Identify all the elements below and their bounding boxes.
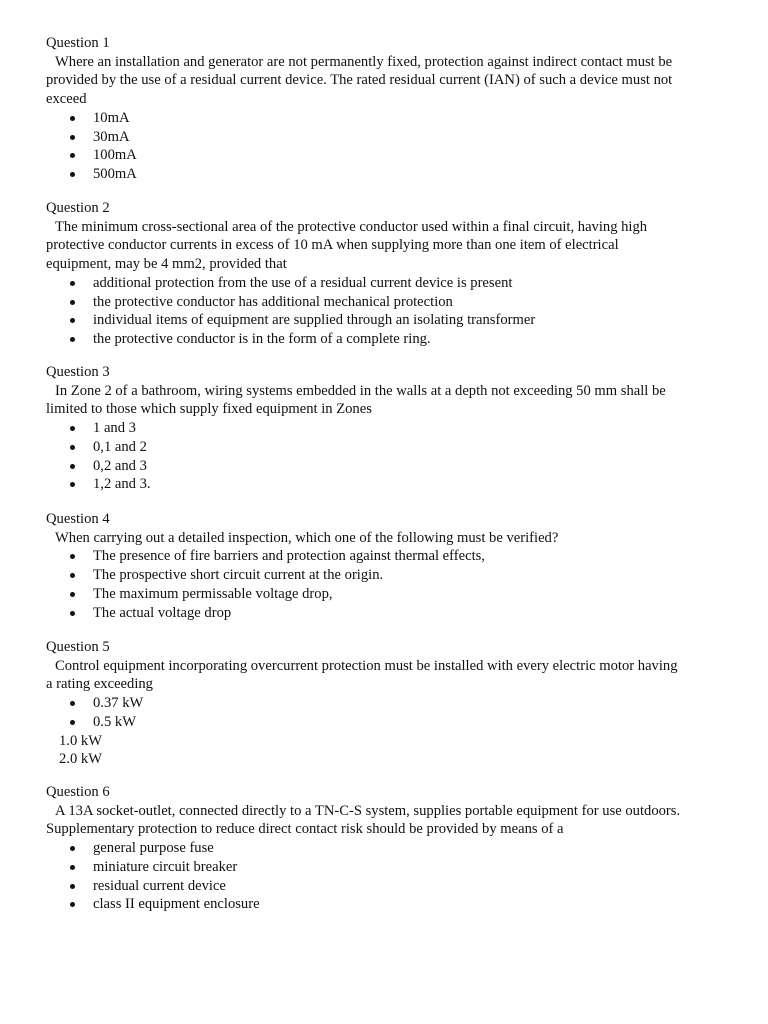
answer-option-label: additional protection from the use of a residual current device is present	[93, 274, 513, 291]
question-text: Where an installation and generator are not permanently fixed, protection against indirect contact must be	[55, 53, 673, 70]
answer-option-label: 30mA	[93, 128, 130, 145]
answer-option	[46, 877, 736, 896]
question-text: a rating exceeding	[46, 676, 153, 693]
bullet-icon	[70, 846, 75, 851]
answer-option	[46, 330, 736, 349]
answer-option	[46, 146, 736, 165]
bullet-icon	[70, 865, 75, 870]
question-title: Question 4	[46, 511, 110, 527]
question-block	[46, 638, 736, 769]
question-text: protective conductor currents in excess of 10 mA when supplying more than one item of electrical	[46, 237, 619, 254]
answer-option-label: 0.5 kW	[93, 713, 136, 730]
bullet-icon	[70, 281, 75, 286]
answer-option	[46, 566, 736, 585]
answer-option	[46, 109, 736, 128]
question-block	[46, 510, 736, 622]
answer-option	[46, 438, 736, 457]
answer-option	[46, 547, 736, 566]
question-title: Question 1	[46, 35, 110, 51]
answer-option	[46, 694, 736, 713]
question-text: A 13A socket-outlet, connected directly to a TN-C-S system, supplies portable equipment for use outdoors.	[55, 802, 681, 819]
question-text: exceed	[46, 91, 87, 108]
bullet-icon	[70, 902, 75, 907]
answer-option-label: 10mA	[93, 109, 130, 126]
question-text: provided by the use of a residual current device. The rated residual current (IAN) of such a device must not	[46, 72, 673, 89]
answer-option	[46, 419, 736, 438]
question-title: Question 5	[46, 639, 110, 655]
answer-option-label: The maximum permissable voltage drop,	[93, 585, 333, 602]
answer-option	[46, 604, 736, 623]
bullet-icon	[70, 445, 75, 450]
answer-option	[46, 895, 736, 914]
answer-option	[46, 585, 736, 604]
answer-option	[46, 475, 736, 494]
answer-option	[46, 839, 736, 858]
answer-option-label: 100mA	[93, 147, 137, 164]
answer-option-label: 1 and 3	[93, 420, 136, 437]
answer-option-plain: 2.0 kW	[59, 751, 102, 768]
question-text: When carrying out a detailed inspection, which one of the following must be verified?	[55, 529, 559, 546]
answer-option-label: 0,1 and 2	[93, 438, 147, 455]
answer-option	[46, 858, 736, 877]
bullet-icon	[70, 554, 75, 559]
question-block	[46, 363, 736, 494]
question-block	[46, 34, 736, 184]
question-title: Question 2	[46, 200, 110, 216]
answer-option-label: 500mA	[93, 165, 137, 182]
question-text: The minimum cross-sectional area of the protective conductor used within a final circuit, having high	[55, 218, 648, 235]
question-text: limited to those which supply fixed equipment in Zones	[46, 401, 372, 418]
bullet-icon	[70, 884, 75, 889]
answer-option-label: The actual voltage drop	[93, 604, 232, 621]
answer-option-label: 1,2 and 3.	[93, 476, 151, 493]
bullet-icon	[70, 153, 75, 158]
answer-option-label: the protective conductor is in the form of a complete ring.	[93, 330, 431, 347]
bullet-icon	[70, 482, 75, 487]
bullet-icon	[70, 300, 75, 305]
answer-option-label: 0.37 kW	[93, 695, 144, 712]
bullet-icon	[70, 337, 75, 342]
bullet-icon	[70, 426, 75, 431]
answer-option-plain: 1.0 kW	[59, 732, 102, 749]
question-text: Control equipment incorporating overcurrent protection must be installed with every electric motor having	[55, 657, 678, 674]
bullet-icon	[70, 172, 75, 177]
answer-option-label: residual current device	[93, 877, 226, 894]
bullet-icon	[70, 135, 75, 140]
answer-option	[46, 274, 736, 293]
question-block	[46, 783, 736, 914]
answer-option-label: the protective conductor has additional mechanical protection	[93, 293, 453, 310]
question-block	[46, 199, 736, 349]
answer-option-label: The prospective short circuit current at the origin.	[93, 567, 384, 584]
bullet-icon	[70, 116, 75, 121]
answer-option-label: general purpose fuse	[93, 840, 214, 857]
answer-option-label: individual items of equipment are supplied through an isolating transformer	[93, 312, 536, 329]
bullet-icon	[70, 464, 75, 469]
question-text: In Zone 2 of a bathroom, wiring systems embedded in the walls at a depth not exceeding 50 mm shall be	[55, 382, 666, 399]
question-text: Supplementary protection to reduce direct contact risk should be provided by means of a	[46, 821, 564, 838]
bullet-icon	[70, 720, 75, 725]
question-text: equipment, may be 4 mm2, provided that	[46, 256, 287, 273]
bullet-icon	[70, 611, 75, 616]
answer-option	[46, 293, 736, 312]
bullet-icon	[70, 573, 75, 578]
bullet-icon	[70, 592, 75, 597]
answer-option	[46, 713, 736, 732]
answer-option-label: class II equipment enclosure	[93, 896, 260, 913]
answer-option	[46, 165, 736, 184]
answer-option-label: 0,2 and 3	[93, 457, 147, 474]
bullet-icon	[70, 701, 75, 706]
question-title: Question 6	[46, 784, 110, 800]
question-title: Question 3	[46, 364, 110, 380]
answer-option-label: The presence of fire barriers and protection against thermal effects,	[93, 548, 485, 565]
bullet-icon	[70, 318, 75, 323]
answer-option	[46, 311, 736, 330]
answer-option-label: miniature circuit breaker	[93, 858, 238, 875]
answer-option	[46, 128, 736, 147]
answer-option	[46, 457, 736, 476]
